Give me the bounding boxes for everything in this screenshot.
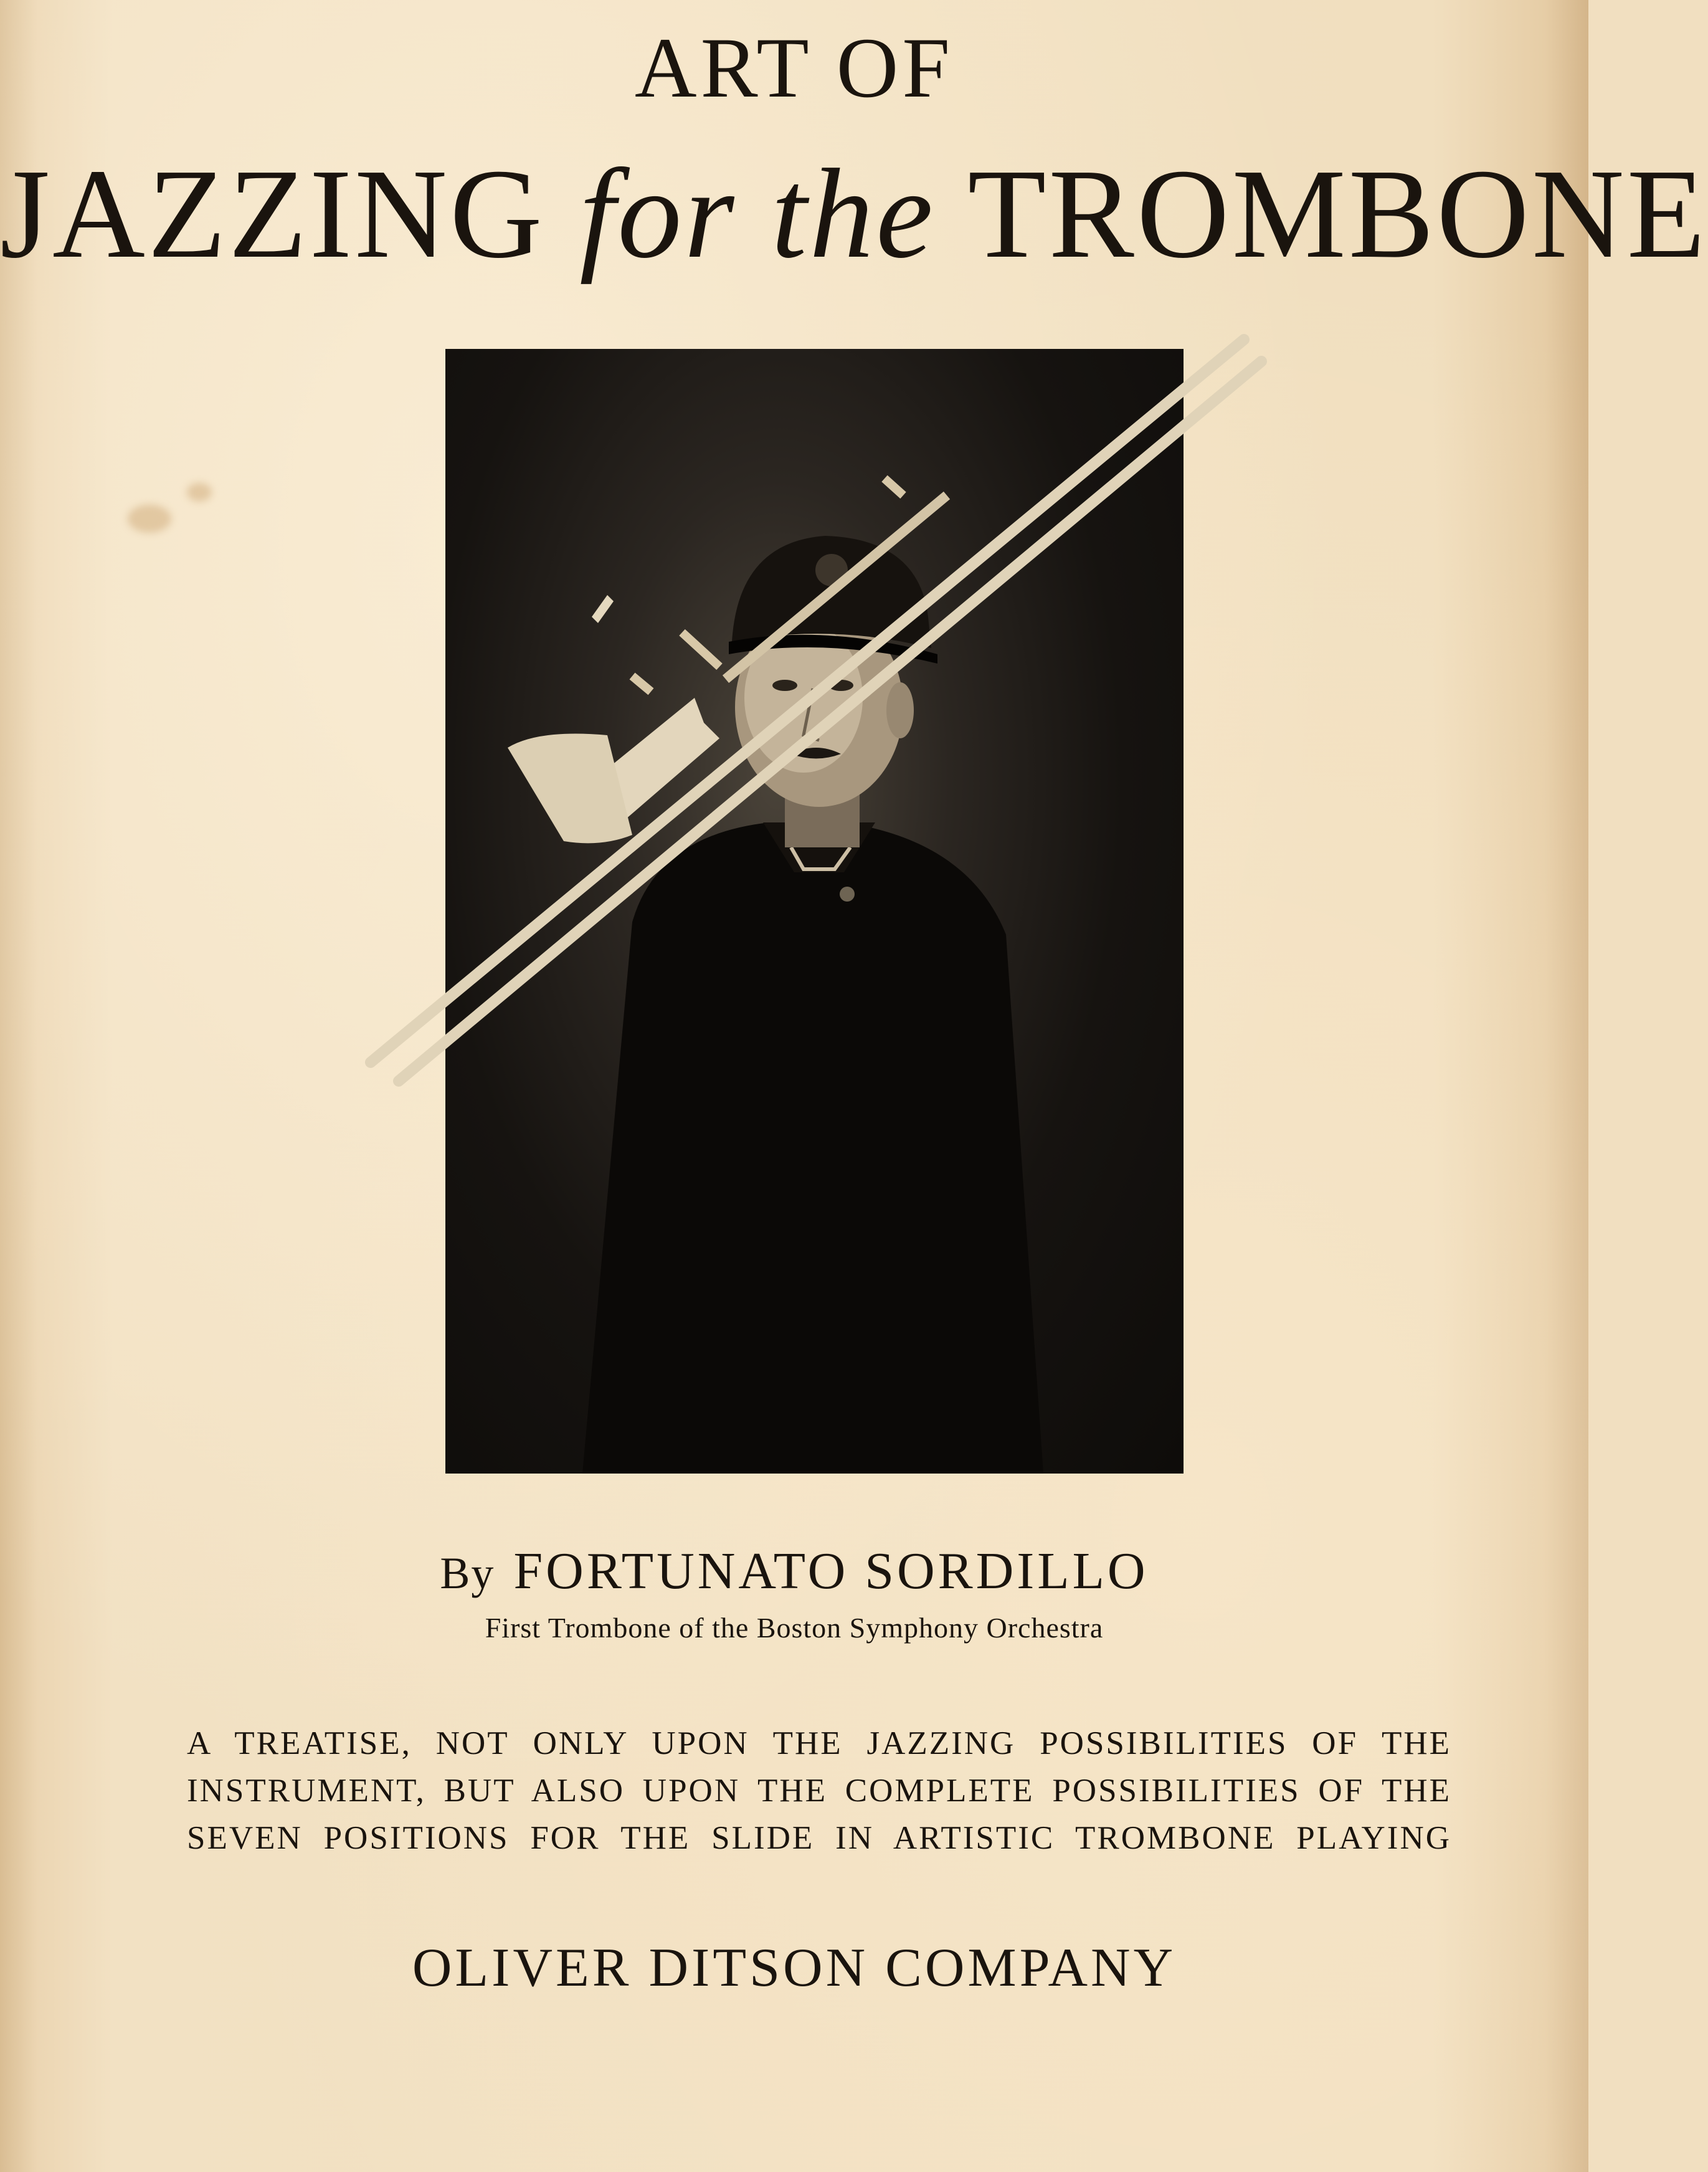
byline-prefix: By [440,1548,495,1598]
portrait-photo [445,349,1184,1474]
description-line: INSTRUMENT, BUT ALSO UPON THE COMPLETE POSSIBILITIES OF THE [187,1773,1451,1809]
description-line: SEVEN POSITIONS FOR THE SLIDE IN ARTISTIC TROMBONE PLAYING [187,1820,1451,1856]
title-connector: for the [579,142,936,285]
byline [0,1542,1588,1600]
description-line: A TREATISE, NOT ONLY UPON THE JAZZING POSSIBILITIES OF THE [187,1725,1451,1761]
author-subtitle: First Trombone of the Boston Symphony Orchestra [485,1612,1104,1644]
title-line-1: ART OF [634,20,954,115]
title-word-trombone: TROMBONE [967,142,1708,285]
treatise-description [187,1720,1451,1862]
paper-stain [187,483,212,502]
portrait-figure [445,349,1184,1474]
title-word-jazzing: JAZZING [0,142,545,285]
author-name: FORTUNATO SORDILLO [513,1542,1149,1600]
publisher-name: OLIVER DITSON COMPANY [412,1938,1177,1998]
paper-stain [128,505,171,533]
title-line-2 [0,142,1708,285]
